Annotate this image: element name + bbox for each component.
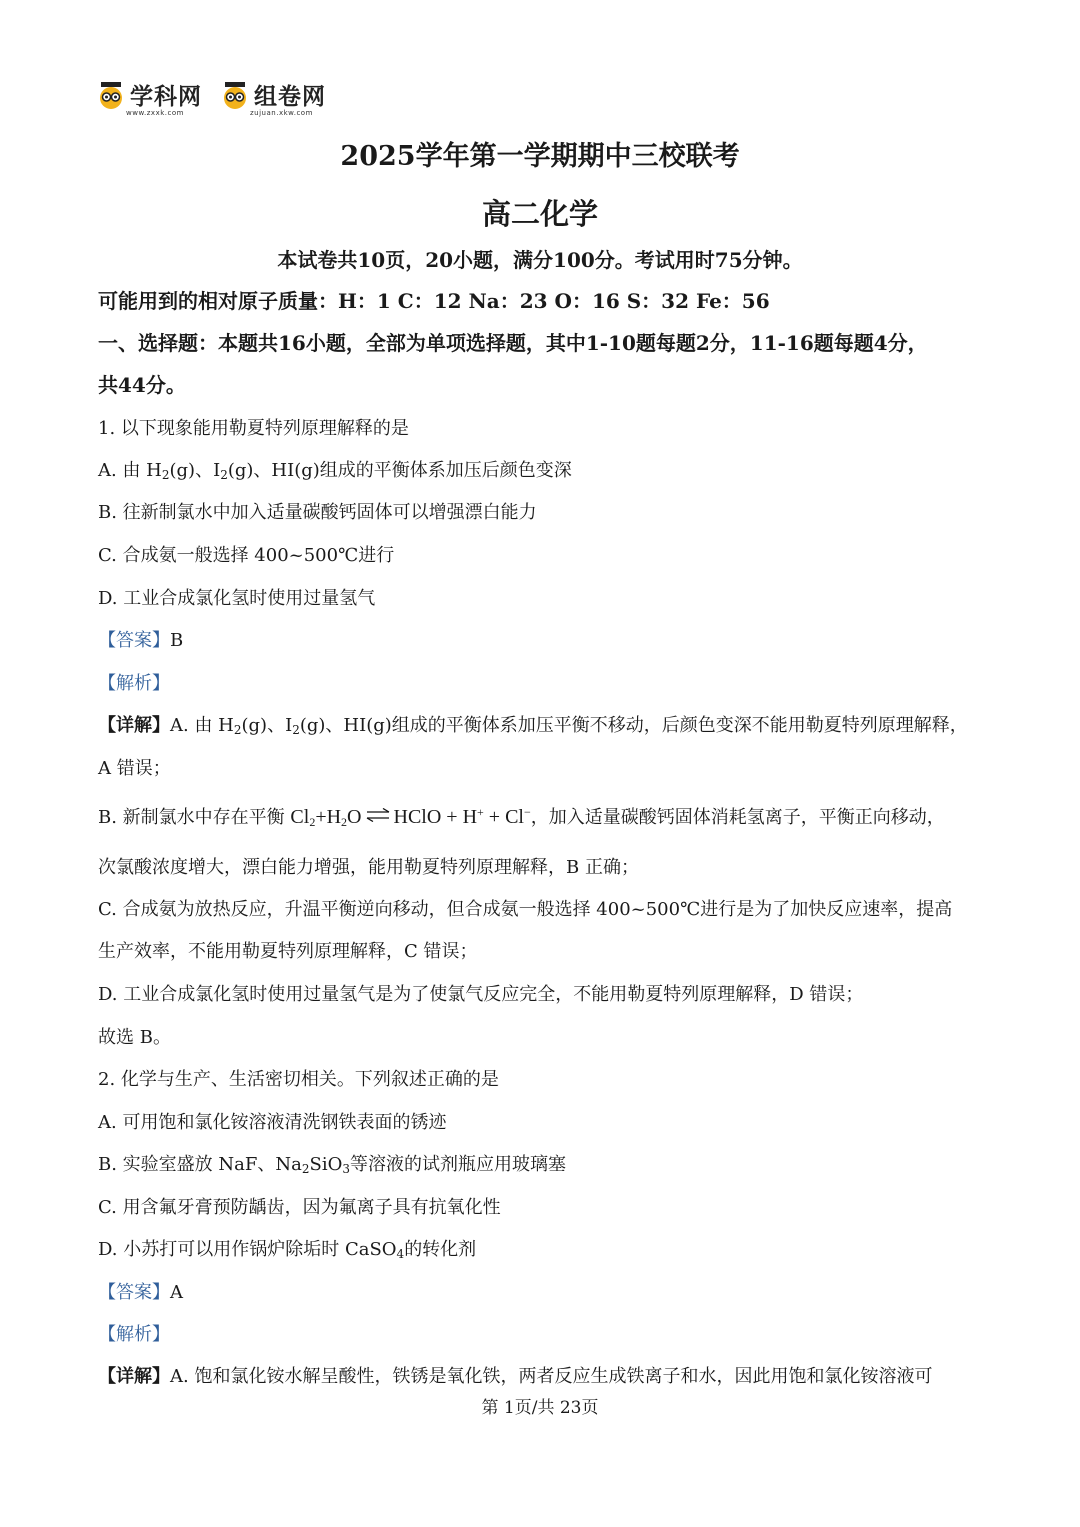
exam-info: 本试卷共10页，20小题，满分100分。考试用时75分钟。 (277, 248, 803, 272)
detail-tag: 【详解】 (98, 1366, 170, 1387)
analysis-tag: 【解析】 (98, 673, 170, 694)
q2-option-d-post: 的转化剂 (404, 1239, 477, 1260)
q2-detail-a (98, 1365, 932, 1389)
q1-detail-a-mid: (g)、I (241, 715, 293, 736)
q1-option-d: D. 工业合成氯化氢时使用过量氢气 (98, 588, 376, 609)
subscript: 2 (233, 723, 242, 737)
q1-detail-b (98, 805, 945, 830)
subscript: 3 (342, 1162, 350, 1176)
section-heading-line2: 共44分。 (98, 373, 186, 397)
subscript: 4 (396, 1247, 405, 1261)
q1-answer-value: B (170, 630, 184, 651)
q2-option-b-post: 等溶液的试剂瓶应用玻璃塞 (350, 1154, 566, 1175)
q1-option-a-text-post: (g)、HI(g)组成的平衡体系加压后颜色变深 (227, 460, 572, 481)
q2-option-b-pre: B. 实验室盛放 NaF、Na (98, 1154, 302, 1175)
answer-tag: 【答案】 (98, 630, 170, 651)
eq-cl: Cl (290, 806, 310, 828)
q1-detail-a-post: (g)、HI(g)组成的平衡体系加压平衡不移动，后颜色变深不能用勒夏特列原理解释， (299, 715, 968, 736)
q2-option-b-mid: SiO (309, 1154, 343, 1175)
logo-xueke-name: 学科网 (130, 84, 202, 110)
q1-detail-c: C. 合成氨为放热反应，升温平衡逆向移动，但合成氨一般选择 400~500℃进行是为了加快反应速率，提高 (98, 899, 953, 920)
subscript: 2 (292, 723, 300, 737)
owl-icon (220, 80, 250, 110)
q1-conclusion: 故选 B。 (98, 1027, 171, 1048)
q1-stem: 1. 以下现象能用勒夏特列原理解释的是 (98, 418, 409, 439)
q2-option-d (98, 1238, 476, 1262)
exam-subject: 高二化学 (481, 197, 598, 231)
q2-option-b (98, 1153, 566, 1177)
eq-h2o: +H (315, 806, 342, 828)
answer-tag: 【答案】 (98, 1282, 170, 1303)
q1-option-b: B. 往新制氯水中加入适量碳酸钙固体可以增强漂白能力 (98, 502, 537, 523)
q2-stem: 2. 化学与生产、生活密切相关。下列叙述正确的是 (98, 1069, 499, 1090)
logo-zujuan-name: 组卷网 (254, 84, 326, 110)
q1-detail-a-line2: A 错误； (98, 758, 171, 779)
subscript: 2 (220, 468, 228, 482)
subscript: 2 (301, 1162, 310, 1176)
logo-zujuan-url: zujuan.xkw.com (250, 109, 313, 117)
q1-detail-b-line2: 次氯酸浓度增大，漂白能力增强，能用勒夏特列原理解释，B 正确； (98, 857, 639, 878)
eq-right: HClO + H (393, 806, 478, 828)
q1-detail-c-line2: 生产效率，不能用勒夏特列原理解释，C 错误； (98, 941, 478, 962)
q2-option-c: C. 用含氟牙膏预防龋齿，因为氟离子具有抗氧化性 (98, 1197, 501, 1218)
q2-option-d-pre: D. 小苏打可以用作锅炉除垢时 CaSO (98, 1239, 397, 1260)
header-logos (96, 78, 326, 122)
subscript: 2 (161, 468, 170, 482)
q1-detail-b-pre: B. 新制氯水中存在平衡 (98, 807, 291, 828)
q2-option-a: A. 可用饱和氯化铵溶液清洗钢铁表面的锈迹 (98, 1112, 447, 1133)
subscript: 2 (341, 815, 348, 829)
equilibrium-equation (290, 806, 530, 828)
q1-answer (98, 629, 183, 653)
analysis-tag: 【解析】 (98, 1324, 170, 1345)
q1-detail-d: D. 工业合成氯化氢时使用过量氢气是为了使氯气反应完全，不能用勒夏特列原理解释，D 错误； (98, 984, 864, 1005)
subscript: 2 (309, 815, 316, 829)
owl-icon (96, 80, 126, 110)
atomic-masses: 可能用到的相对原子质量：H：1 C：12 Na：23 O：16 S：32 Fe：56 (98, 289, 770, 313)
q1-detail-a (98, 714, 968, 738)
q1-detail-a-pre: A. 由 H (170, 715, 234, 736)
logo-xueke (96, 78, 202, 117)
q2-detail-a-text: A. 饱和氯化铵水解呈酸性，铁锈是氧化铁，两者反应生成铁离子和水，因此用饱和氯化铵溶液可 (170, 1366, 933, 1387)
detail-tag: 【详解】 (98, 715, 170, 736)
superscript: + (477, 805, 484, 819)
q1-detail-b-post: ，加入适量碳酸钙固体消耗氢离子，平衡正向移动， (530, 807, 945, 828)
q1-option-a-text-pre: A. 由 H (98, 460, 162, 481)
q1-option-a (98, 459, 572, 483)
q2-analysis (98, 1323, 170, 1347)
exam-title: 2025学年第一学期期中三校联考 (340, 141, 740, 172)
eq-o: O (347, 806, 362, 828)
equilibrium-arrows-icon (366, 808, 390, 822)
q1-option-c: C. 合成氨一般选择 400~500℃进行 (98, 545, 395, 566)
superscript: − (523, 805, 531, 819)
q2-answer (98, 1281, 183, 1305)
logo-xueke-url: www.zxxk.com (126, 109, 184, 117)
eq-cl-ion: + Cl (483, 806, 524, 828)
logo-zujuan (220, 78, 326, 117)
q1-option-a-text-mid: (g)、I (169, 460, 221, 481)
q1-analysis (98, 672, 170, 696)
page-footer: 第 1页/共 23页 (481, 1398, 599, 1418)
q2-answer-value: A (170, 1282, 183, 1303)
section-heading-line1: 一、选择题：本题共16小题，全部为单项选择题，其中1-10题每题2分，11-16题每题4分， (98, 331, 928, 355)
